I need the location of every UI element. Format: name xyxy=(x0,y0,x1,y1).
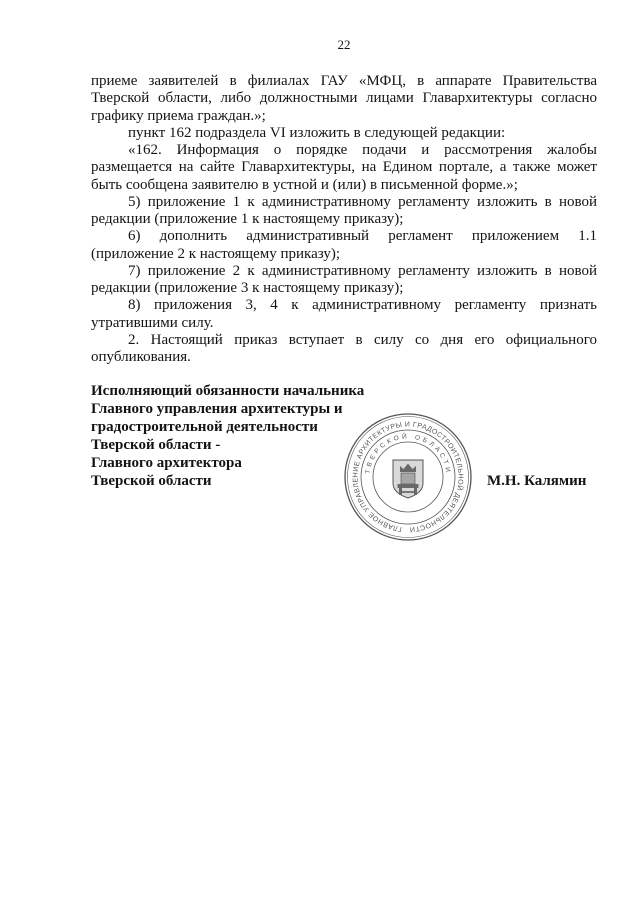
seal-inner-text: ТВЕРСКОЙ ОБЛАСТИ xyxy=(364,433,452,476)
signatory-position xyxy=(91,382,365,490)
paragraph xyxy=(91,73,597,125)
text-line: утратившими силу. xyxy=(91,314,214,331)
paragraph xyxy=(91,297,597,332)
signatory-position-line: Главного архитектора xyxy=(91,455,242,471)
text-line: 7) приложение 2 к административному регламенту изложить в новой xyxy=(128,262,597,279)
text-line: (приложение 2 к настоящему приказу); xyxy=(91,245,341,262)
paragraph xyxy=(91,194,597,229)
signatory-position-line: градостроительной деятельности xyxy=(91,419,318,435)
official-seal xyxy=(342,411,474,543)
tver-coat-of-arms-icon xyxy=(393,460,423,498)
paragraph xyxy=(91,228,597,263)
document-body xyxy=(91,73,597,366)
signatory-position-line: Тверской области xyxy=(91,473,212,489)
paragraph xyxy=(91,263,597,298)
throne-crossbar xyxy=(402,491,414,493)
text-line: опубликования. xyxy=(91,349,191,365)
paragraph xyxy=(91,332,597,367)
text-line: Тверской области, либо должностными лицами Главархитектуры согласно xyxy=(91,90,597,107)
paragraph xyxy=(91,142,597,194)
text-line: «162. Информация о порядке подачи и рассмотрения жалобы xyxy=(128,142,597,158)
text-line: 6) дополнить административный регламент приложением 1.1 xyxy=(128,228,597,245)
page-number: 22 xyxy=(337,37,351,52)
throne-seat xyxy=(398,484,419,488)
seal-outer-text: ГЛАВНОЕ УПРАВЛЕНИЕ АРХИТЕКТУРЫ И ГРАДОСТРОИТЕЛЬНОЙ ДЕЯТЕЛЬНОСТИ xyxy=(352,421,464,533)
throne-leg-left xyxy=(399,488,402,495)
throne-leg-right xyxy=(414,488,417,495)
signer-name: М.Н. Калямин xyxy=(487,473,587,489)
paragraph xyxy=(91,125,597,142)
throne-back xyxy=(401,473,415,484)
text-line: быть сообщена заявителю в устной и (или) в письменной форме.»; xyxy=(91,176,518,193)
text-line: приеме заявителей в филиалах ГАУ «МФЦ, в аппарате Правительства xyxy=(91,73,597,89)
text-line: 8) приложения 3, 4 к административному регламенту признать xyxy=(128,297,597,314)
text-line: редакции (приложение 3 к настоящему приказу); xyxy=(91,280,404,296)
text-line: редакции (приложение 1 к настоящему приказу); xyxy=(91,211,404,227)
signatory-position-line: Главного управления архитектуры и xyxy=(91,401,343,417)
text-line: графику приема граждан.»; xyxy=(91,107,266,124)
signatory-position-line: Исполняющий обязанности начальника xyxy=(91,383,365,399)
text-line: 5) приложение 1 к административному регламенту изложить в новой xyxy=(128,193,597,210)
text-line: пункт 162 подраздела VI изложить в следующей редакции: xyxy=(128,124,506,141)
text-line: 2. Настоящий приказ вступает в силу со дня его официального xyxy=(128,331,597,348)
text-line: размещается на сайте Главархитектуры, на Едином портале, а также может xyxy=(91,159,597,176)
signatory-position-line: Тверской области - xyxy=(91,437,221,453)
